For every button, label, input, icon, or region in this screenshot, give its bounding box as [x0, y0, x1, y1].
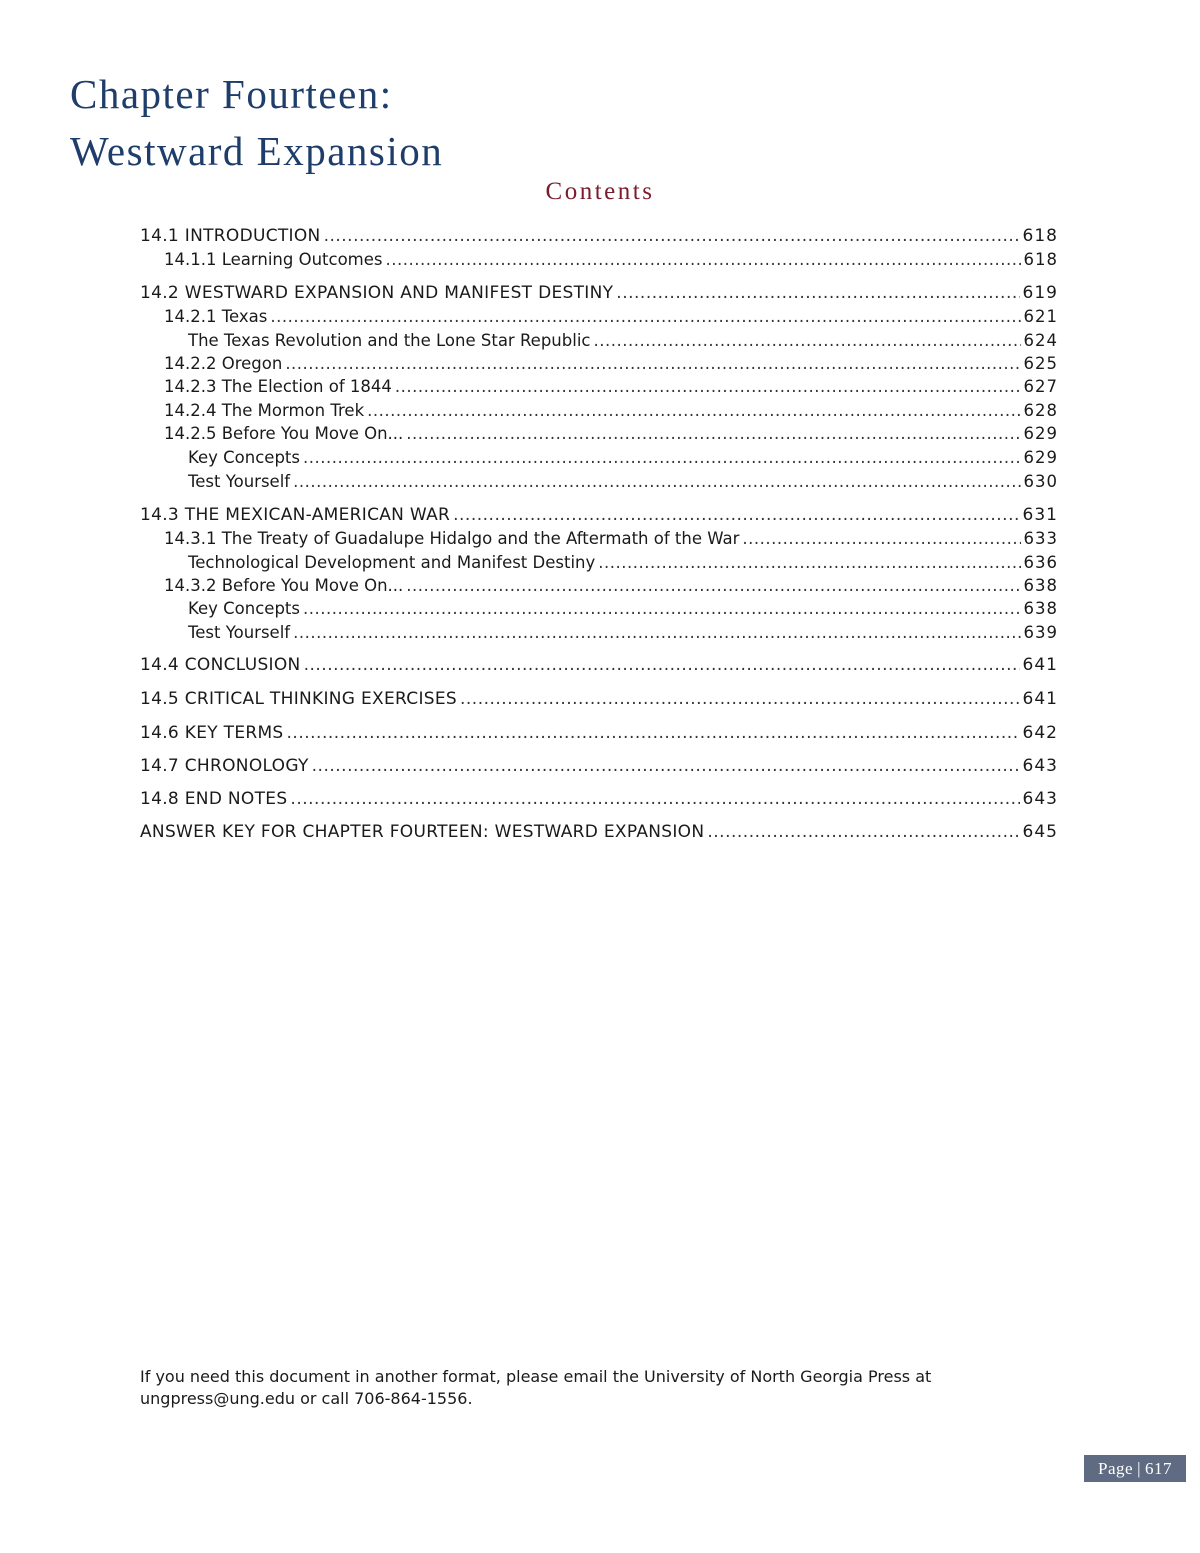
format-note-line2: ungpress@ung.edu or call 706-864-1556.	[140, 1389, 473, 1408]
chapter-title	[70, 66, 443, 180]
toc-entry-page: 618	[1022, 226, 1058, 246]
toc-entry-label: Key Concepts	[188, 448, 300, 467]
toc-entry[interactable]	[140, 375, 1058, 399]
toc-dot-leader	[312, 754, 1020, 778]
toc-dot-leader	[616, 281, 1019, 305]
toc-entry[interactable]	[140, 248, 1058, 272]
toc-entry[interactable]	[140, 527, 1058, 551]
toc-entry-page: 643	[1022, 756, 1058, 776]
toc-dot-leader	[285, 352, 1020, 376]
toc-entry-page: 625	[1023, 354, 1058, 373]
toc-dot-leader	[303, 446, 1021, 470]
toc-entry-label: Key Concepts	[188, 599, 300, 618]
page-label: Page	[1098, 1459, 1134, 1478]
toc-entry-page: 629	[1023, 424, 1058, 443]
toc-entry[interactable]	[140, 503, 1058, 527]
toc-dot-leader	[287, 721, 1020, 745]
toc-entry[interactable]	[140, 281, 1058, 305]
toc-entry-page: 642	[1022, 723, 1058, 743]
toc-dot-leader	[290, 787, 1019, 811]
toc-entry[interactable]	[140, 820, 1058, 844]
toc-dot-leader	[593, 329, 1020, 353]
toc-dot-leader	[303, 597, 1021, 621]
toc-entry[interactable]	[140, 754, 1058, 778]
toc-dot-leader	[270, 305, 1020, 329]
toc-entry-page: 631	[1022, 505, 1058, 525]
toc-entry-page: 629	[1023, 448, 1058, 467]
toc-entry-label: 14.4 CONCLUSION	[140, 655, 301, 675]
toc-dot-leader	[367, 399, 1020, 423]
toc-entry-label: ANSWER KEY FOR CHAPTER FOURTEEN: WESTWARD EXPANSION	[140, 822, 705, 842]
toc-dot-leader	[406, 574, 1020, 598]
toc-entry[interactable]	[140, 329, 1058, 353]
toc-entry-label: 14.2 WESTWARD EXPANSION AND MANIFEST DESTINY	[140, 283, 614, 303]
toc-entry-page: 639	[1023, 623, 1058, 642]
toc-entry-label: 14.2.2 Oregon	[164, 354, 283, 373]
toc-entry-page: 628	[1023, 401, 1058, 420]
toc-entry-label: The Texas Revolution and the Lone Star Republic	[188, 331, 591, 350]
toc-entry-page: 619	[1022, 283, 1058, 303]
page-number-badge	[1084, 1455, 1186, 1482]
toc-dot-leader	[304, 653, 1020, 677]
toc-dot-leader	[598, 551, 1020, 575]
toc-dot-leader	[742, 527, 1020, 551]
toc-entry-label: 14.3.1 The Treaty of Guadalupe Hidalgo and the Aftermath of the War	[164, 529, 740, 548]
toc-entry[interactable]	[140, 721, 1058, 745]
toc-entry-label: 14.2.3 The Election of 1844	[164, 377, 392, 396]
toc-entry[interactable]	[140, 352, 1058, 376]
toc-entry[interactable]	[140, 551, 1058, 575]
toc-dot-leader	[395, 375, 1021, 399]
page-number: 617	[1144, 1459, 1172, 1478]
toc-entry-label: 14.2.4 The Mormon Trek	[164, 401, 365, 420]
chapter-title-line1: Chapter Fourteen:	[70, 71, 393, 117]
toc-entry-label: 14.2.5 Before You Move On...	[164, 424, 404, 443]
toc-entry[interactable]	[140, 422, 1058, 446]
toc-entry[interactable]	[140, 305, 1058, 329]
toc-entry-label: Test Yourself	[188, 472, 291, 491]
alternate-format-note	[140, 1366, 1040, 1410]
toc-entry[interactable]	[140, 470, 1058, 494]
toc-entry-page: 633	[1023, 529, 1058, 548]
toc-entry-page: 641	[1022, 655, 1058, 675]
format-note-line1: If you need this document in another format, please email the University of North Georgia Press at	[140, 1367, 932, 1386]
toc-dot-leader	[460, 687, 1020, 711]
toc-entry-label: 14.5 CRITICAL THINKING EXERCISES	[140, 689, 457, 709]
toc-entry-page: 627	[1023, 377, 1058, 396]
toc-dot-leader	[453, 503, 1019, 527]
toc-entry-label: 14.1 INTRODUCTION	[140, 226, 321, 246]
toc-entry[interactable]	[140, 597, 1058, 621]
toc-entry-page: 630	[1023, 472, 1058, 491]
toc-entry-label: Test Yourself	[188, 623, 291, 642]
toc-dot-leader	[293, 621, 1020, 645]
toc-entry[interactable]	[140, 224, 1058, 248]
toc-entry-label: 14.7 CHRONOLOGY	[140, 756, 309, 776]
toc-dot-leader	[293, 470, 1020, 494]
toc-entry-label: Technological Development and Manifest Destiny	[188, 553, 596, 572]
toc-entry-page: 645	[1022, 822, 1058, 842]
toc-entry[interactable]	[140, 574, 1058, 598]
toc-entry[interactable]	[140, 653, 1058, 677]
toc-entry[interactable]	[140, 446, 1058, 470]
toc-entry-page: 638	[1023, 599, 1058, 618]
contents-heading: Contents	[545, 178, 655, 205]
toc-entry-page: 643	[1022, 789, 1058, 809]
toc-entry-label: 14.3 THE MEXICAN-AMERICAN WAR	[140, 505, 451, 525]
toc-entry-label: 14.8 END NOTES	[140, 789, 288, 809]
toc-entry[interactable]	[140, 687, 1058, 711]
page-separator: |	[1137, 1459, 1141, 1478]
toc-entry[interactable]	[140, 787, 1058, 811]
toc-dot-leader	[406, 422, 1020, 446]
toc-entry-page: 638	[1023, 576, 1058, 595]
toc-dot-leader	[707, 820, 1019, 844]
toc-entry-page: 621	[1023, 307, 1058, 326]
toc-entry-page: 641	[1022, 689, 1058, 709]
toc-entry[interactable]	[140, 399, 1058, 423]
toc-entry-label: 14.6 KEY TERMS	[140, 723, 284, 743]
toc-entry-label: 14.1.1 Learning Outcomes	[164, 250, 383, 269]
toc-entry-page: 618	[1023, 250, 1058, 269]
toc-entry-label: 14.3.2 Before You Move On...	[164, 576, 404, 595]
toc-entry-label: 14.2.1 Texas	[164, 307, 268, 326]
toc-entry-page: 636	[1023, 553, 1058, 572]
toc-entry-page: 624	[1023, 331, 1058, 350]
toc-dot-leader	[324, 224, 1020, 248]
toc-dot-leader	[386, 248, 1021, 272]
toc-entry[interactable]	[140, 621, 1058, 645]
chapter-title-line2: Westward Expansion	[70, 128, 444, 174]
